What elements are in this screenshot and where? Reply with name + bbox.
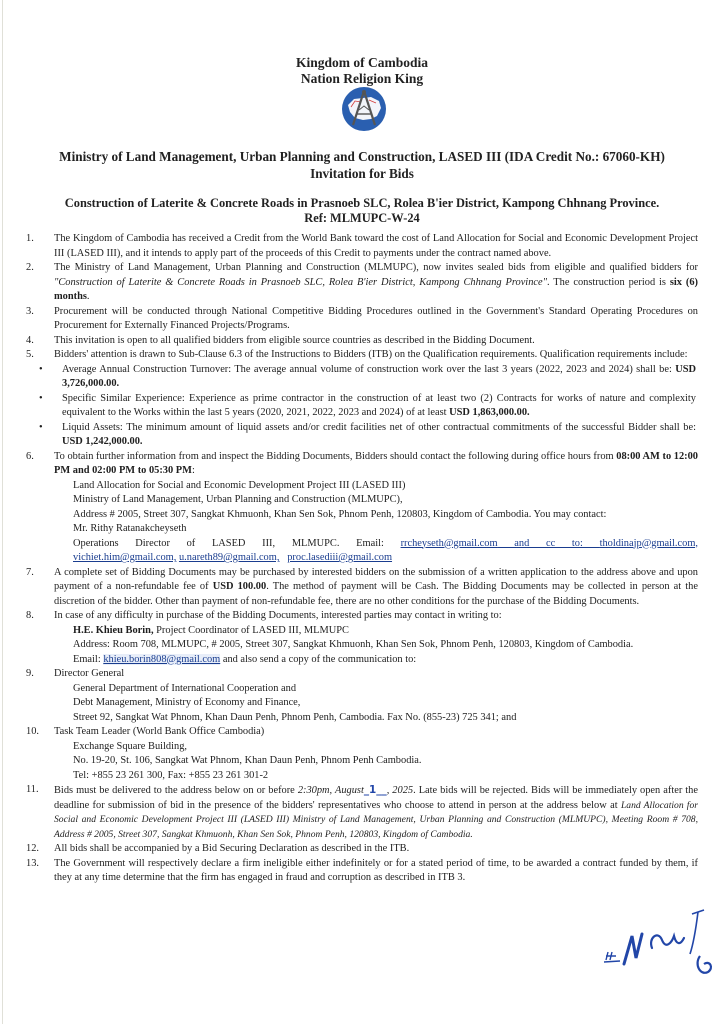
clause-11 [26, 783, 698, 842]
contact-email-line [73, 537, 698, 552]
handwritten-signature-icon [600, 908, 720, 1008]
requirement-text: Average Annual Construction Turnover: The average annual volume of construction work over the last 3 years (2022, 2023 and 2024) shall be: [62, 363, 676, 375]
clause-text: The Kingdom of Cambodia has received a Credit from the World Bank toward the cost of Land Allocation for Social and Economic Development Project III (LASED III), and it intends to apply part of the proceeds of this Credit to payments under the contract named above. [54, 233, 698, 259]
clause-text: . Late bids will be rejected. Bids will be immediately open after the deadline for submission of bid in the presence of the bidders' representatives who choose to attend in person at the address below at [54, 785, 698, 811]
clause-number: 12. [26, 843, 39, 854]
clause-text: and also send a copy of the communication to: [220, 653, 417, 665]
clause-9 [26, 667, 698, 682]
title-block [0, 148, 724, 182]
contact-line: Debt Management, Ministry of Economy and Finance, [73, 697, 301, 708]
clause-number: 11. [26, 784, 39, 795]
email-link-coordinator[interactable]: khieu.borin808@gmail.com [103, 653, 221, 665]
office-hours: 08:00 AM to 12:00 PM and 02:00 PM to 05:30 PM [54, 450, 699, 476]
clause-text: A complete set of Bidding Documents may be purchased by interested bidders on the submission of a written application to the address above and upon payment of a non-refundable fee of [54, 566, 698, 592]
coordinator-name: H.E. Khieu Borin, [73, 624, 154, 636]
contact-block-lased [26, 479, 698, 566]
clause-12 [26, 842, 698, 857]
coordinator-email-line [73, 653, 698, 668]
reference-number: Ref: MLMUPC-W-24 [304, 211, 420, 225]
contact-line: No. 19-20, St. 106, Sangkat Wat Phnom, Khan Daun Penh, Phnom Penh Cambodia. [73, 755, 422, 766]
clause-13 [26, 857, 698, 886]
document-header [0, 55, 724, 87]
contact-block-world-bank [26, 740, 698, 784]
clause-8 [26, 609, 698, 624]
contact-line: Land Allocation for Social and Economic Development Project III (LASED III) [73, 479, 406, 491]
email-label: Email: [73, 653, 104, 665]
clause-number: 1. [26, 233, 34, 244]
clause-10 [26, 725, 698, 740]
kingdom-heading: Kingdom of Cambodia [295, 55, 429, 70]
clause-text: The Ministry of Land Management, Urban Planning and Construction (MLMUPC), now invites sealed bids from eligible and qualified bidders for [54, 262, 698, 273]
clause-4 [26, 334, 698, 349]
bullet-icon: • [39, 363, 43, 375]
clause-text: The Government will respectively declare a firm ineligible either indefinitely or for a stated period of time, to be awarded a contract funded by them, if they at any time determine that the firm has engaged in fraud and corruption as described in ITB 3. [54, 857, 698, 883]
contact-block-coordinator [26, 624, 698, 668]
project-title-block [0, 196, 724, 226]
cc-label: and cc to: [497, 537, 600, 549]
project-title: Construction of Laterite & Concrete Roads in Prasnoeb SLC, Rolea B'ier District, Kampong Chhnang Province. [64, 196, 660, 210]
requirement-amount: USD 3,726,000.00. [62, 363, 696, 389]
contact-block-mef [26, 682, 698, 726]
contact-line: Exchange Square Building, [73, 740, 187, 752]
clause-text: In case of any difficulty in purchase of the Bidding Documents, interested parties may contact in writing to: [54, 610, 502, 621]
deadline-day-handwritten: _1__ [363, 784, 387, 796]
clause-text: All bids shall be accompanied by a Bid Securing Declaration as described in the ITB. [54, 843, 410, 854]
clause-7 [26, 566, 698, 610]
clause-number: 7. [26, 566, 34, 578]
clause-number: 5. [26, 349, 34, 360]
document-type-title: Invitation for Bids [310, 166, 414, 181]
motto-heading: Nation Religion King [300, 71, 424, 86]
clause-number: 10. [26, 726, 39, 737]
clause-text: Bidders' attention is drawn to Sub-Clause 6.3 of the Instructions to Bidders (ITB) on the Qualification requirements. Qualification requirements include: [54, 349, 688, 360]
contact-line: Tel: +855 23 261 300, Fax: +855 23 261 301-2 [73, 769, 269, 781]
requirement-amount: USD 1,242,000.00. [62, 436, 143, 447]
clause-text: . The method of payment will be Cash. The Bidding Documents may be collected in person at the discretion of the bidder. Other than payment of non-refundable fee, there are no other conditions for the purchase of the Bidding Documents. [54, 581, 698, 607]
ministry-title: Ministry of Land Management, Urban Planning and Construction, LASED III (IDA Credit No.: 67060-KH) [59, 149, 665, 164]
coordinator-line [73, 624, 698, 639]
coordinator-address: Address: Room 708, MLMUPC, # 2005, Street 307, Sangkat Khmuonh, Khan Sen Sok, Phnom Penh, 120803, Kingdom of Cambodia. [73, 639, 634, 650]
ministry-emblem-icon [341, 86, 387, 132]
requirement-experience [26, 392, 698, 421]
contact-line: General Department of International Cooperation and [73, 682, 297, 694]
clause-number: 4. [26, 334, 34, 346]
requirement-turnover [26, 363, 698, 392]
email-link-cc1[interactable]: tholdinajp@gmail.com, [599, 537, 699, 549]
requirement-liquid-assets [26, 421, 698, 450]
bullet-icon: • [39, 421, 43, 433]
contact-role: Operations Director of LASED III, MLMUPC. Email: [73, 537, 401, 549]
contact-line: Mr. Rithy Ratanakcheyseth [73, 523, 187, 534]
clause-text: Procurement will be conducted through National Competitive Bidding Procedures outlined in the Government's Standard Operating Procedures on Procurement for Externally Financed Projects/Programs. [54, 305, 698, 331]
clause-1 [26, 232, 698, 261]
contact-line: Ministry of Land Management, Urban Planning and Construction (MLMUPC), [73, 494, 403, 505]
clause-text: . [86, 291, 90, 302]
clause-text: Director General [54, 668, 125, 679]
clause-number: 2. [26, 262, 34, 273]
clause-number: 3. [26, 305, 34, 317]
email-link-cc3[interactable]: u.nareth89@gmail.com, [178, 552, 280, 563]
contact-line: Street 92, Sangkat Wat Phnom, Khan Daun Penh, Phnom Penh, Cambodia. Fax No. (855-23) 725 341; and [73, 711, 517, 723]
clause-text: This invitation is open to all qualified bidders from eligible source countries as described in the Bidding Document. [54, 334, 535, 346]
requirement-text: Specific Similar Experience: Experience as prime contractor in the construction of at least two (2) Contracts for works of nature and complexity equivalent to the Works within the last 5 years (2020, 2021, 2022, 2023 and 2024) of at least [62, 392, 696, 418]
clause-6 [26, 450, 698, 479]
clause-text: Bids must be delivered to the address below on or before [54, 785, 298, 796]
email-link-main[interactable]: rrcheyseth@gmail.com [400, 537, 498, 549]
contact-line: Address # 2005, Street 307, Sangkat Khmuonh, Khan Sen Sok, Phnom Penh, 120803, Kingdom of Cambodia. You may contact: [73, 508, 607, 520]
requirement-text: Liquid Assets: The minimum amount of liquid assets and/or credit facilities net of other contractual commitments of the successful Bidder shall be: [62, 421, 696, 433]
document-fee: USD 100.00 [212, 581, 267, 592]
clause-number: 8. [26, 610, 34, 621]
contract-name: "Construction of Laterite & Concrete Roads in Prasnoeb SLC, Rolea B'ier District, Kampong Chhnang Province" [54, 276, 547, 288]
bid-opening-venue: Land Allocation for Social and Economic Development Project III (LASED III) Ministry of Land Management, Urban Planning and Construction (MLMUPC), Meeting Room # 708, Address # 2005, Street 307, Sangkat Khmuonh, Khan Sen Sok, Phnom Penh, 120803, Kingdom of Cambodia. [54, 799, 699, 840]
email-link-cc4[interactable]: proc.lasediii@gmail.com [287, 552, 393, 563]
bid-clauses [26, 232, 698, 886]
deadline-time: 2:30pm, August [297, 785, 364, 796]
clause-3 [26, 305, 698, 334]
clause-text: To obtain further information from and inspect the Bidding Documents, Bidders should contact the following during office hours from [54, 450, 617, 462]
qualification-requirements [26, 363, 698, 450]
contact-email-line [73, 551, 698, 566]
clause-text: : [191, 465, 195, 476]
clause-number: 13. [26, 857, 39, 869]
bullet-icon: • [39, 392, 43, 404]
deadline-year: , 2025 [386, 785, 414, 796]
email-link-cc2[interactable]: vichiet.him@gmail.com, [73, 552, 177, 563]
clause-text: . The construction period is [546, 276, 670, 288]
clause-number: 6. [26, 450, 34, 462]
clause-number: 9. [26, 668, 34, 679]
requirement-amount: USD 1,863,000.00. [449, 407, 530, 418]
clause-text: Task Team Leader (World Bank Office Cambodia) [54, 726, 265, 737]
coordinator-role: Project Coordinator of LASED III, MLMUPC [153, 624, 349, 636]
clause-2 [26, 261, 698, 305]
clause-5 [26, 348, 698, 363]
construction-period: six (6) months [54, 276, 698, 302]
